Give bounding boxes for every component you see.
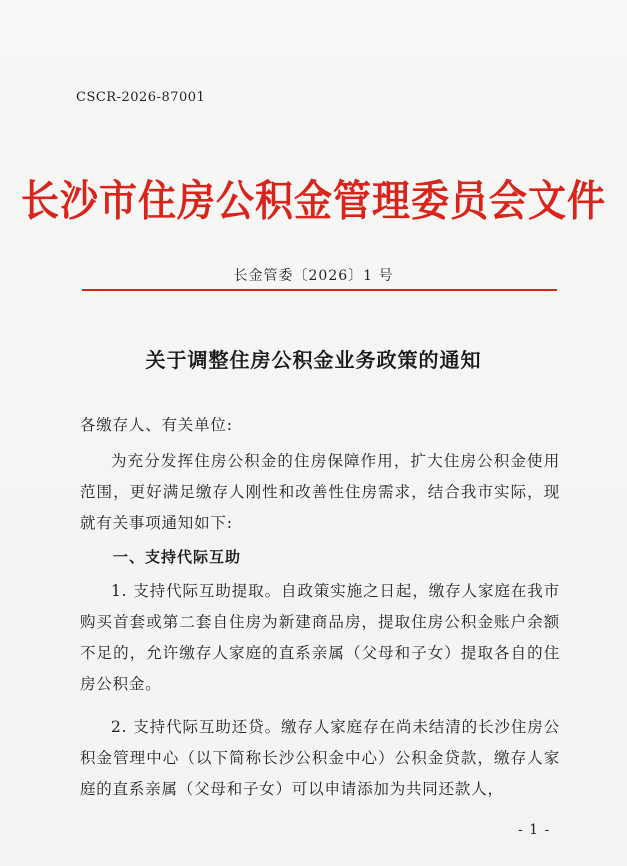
intro-paragraph: 为充分发挥住房公积金的住房保障作用，扩大住房公积金使用范围，更好满足缴存人刚性和改善性住房需求，结合我市实际，现就有关事项通知如下: [80, 452, 560, 532]
document-title: 关于调整住房公积金业务政策的通知 [145, 348, 482, 372]
item-paragraph-2: 2. 支持代际互助还贷。缴存人家庭存在尚未结清的长沙住房公积金管理中心（以下简称长沙公积金中心）公积金贷款，缴存人家庭的直系亲属（父母和子女）可以申请添加为共同还款人， [80, 718, 560, 798]
page-number: - 1 - [518, 822, 551, 838]
salutation: 各缴存人、有关单位: [80, 416, 233, 434]
red-divider [82, 289, 557, 291]
item-paragraph-1: 1. 支持代际互助提取。自政策实施之日起，缴存人家庭在我市购买首套或第二套自住房为新建商品房，提取住房公积金账户余额不足的，允许缴存人家庭的直系亲属（父母和子女）提取各自的住房公积金。 [80, 582, 560, 693]
section-heading: 一、支持代际互助 [113, 548, 242, 566]
document-code: CSCR-2026-87001 [76, 90, 206, 105]
issuer-header: 长沙市住房公积金管理委员会文件 [20, 176, 606, 226]
document-number: 长金管委〔2026〕1 号 [233, 268, 394, 284]
